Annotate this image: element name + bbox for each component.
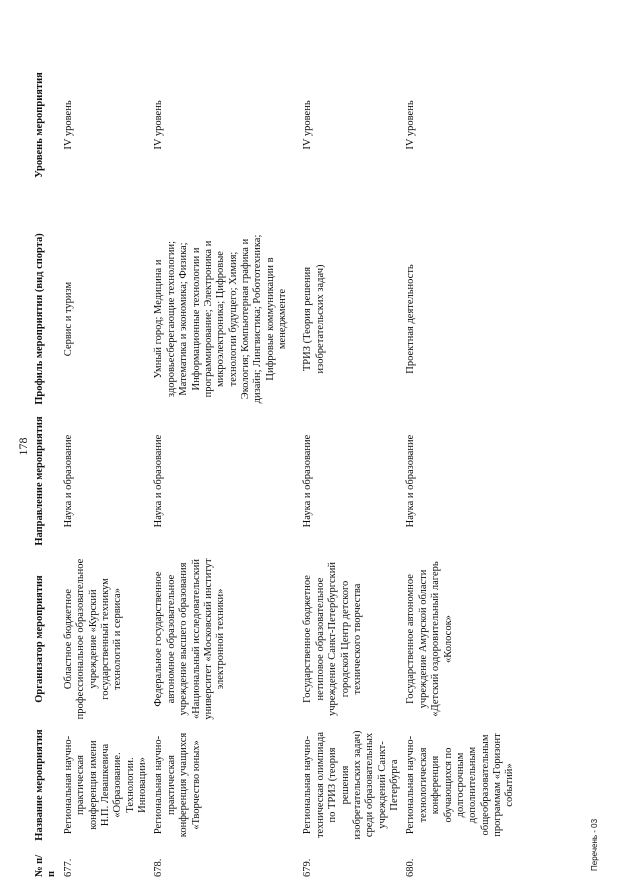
row-name: Региональная научно-практическая конференция учащихся «Творчество юных» [153, 732, 202, 838]
header-direction: Направление мероприятия [34, 416, 45, 546]
row-organizer: Государственное автономное учреждение Амурской области «Детский оздоровительный лагерь «Колосок» [405, 561, 454, 717]
row-level: IV уровень [405, 100, 417, 150]
page-footer: Перечень - 03 [590, 818, 599, 871]
row-organizer: Федеральное государственное автономное образовательное учреждение высшего образования «Национальный исследовательский университет «Московский институт электронной техники» [153, 558, 227, 720]
table-header-row [34, 21, 61, 881]
events-table [34, 21, 519, 881]
row-level: IV уровень [153, 100, 165, 150]
header-profile: Профиль мероприятия (вид спорта) [34, 233, 45, 405]
row-profile: Умный город; Медицина и здоровьесберегающие технологии; Математика и экономика; Физика; Информационные технологии и программирование; Электроника и микроэлектроника; Цифровые технологии будущего; Химия; Экология; Компьютерная графика и дизайн; Лингвистика; Робототехника; Цифровые коммуникации в менеджменте [153, 234, 289, 404]
row-profile: Сервис и туризм [62, 281, 74, 357]
row-num: 680. [405, 858, 417, 877]
row-num: 678. [153, 858, 165, 877]
row-direction: Наука и образование [62, 434, 74, 528]
row-direction: Наука и образование [153, 434, 165, 528]
header-level: Уровень мероприятия [34, 72, 45, 178]
row-level: IV уровень [302, 100, 314, 150]
row-name: Региональная научно-практическая конференция имени Н.П. Левашкевича «Образование. Технологии. Инновации» [62, 735, 148, 835]
header-name: Название мероприятия [34, 729, 45, 841]
row-name: Региональная научно-техническая олимпиада по ТРИЗ (теория решения изобретательских задач) среди образовательных учреждений Санкт-Петербурга [302, 730, 400, 840]
row-direction: Наука и образование [302, 434, 314, 528]
row-num: 677. [62, 858, 74, 877]
table-row [403, 21, 518, 881]
table-row [61, 21, 152, 881]
row-num: 679. [302, 858, 314, 877]
table-row [151, 21, 300, 881]
row-organizer: Государственное бюджетное нетиповое образовательное учреждение Санкт-Петербургский городской Центр детского технического творчества [302, 561, 363, 717]
header-organizer: Организатор мероприятия [34, 575, 45, 703]
table-row [300, 21, 403, 881]
row-profile: Проектная деятельность [405, 264, 417, 374]
page-number: 178 [16, 437, 30, 456]
row-organizer: Областное бюджетное профессиональное образовательное учреждение «Курский государственный техникум технологий и сервиса» [62, 558, 124, 720]
header-num: № п/п [34, 854, 58, 877]
row-profile: ТРИЗ (Теория решения изобретательских задач) [302, 264, 326, 374]
row-level: IV уровень [62, 100, 74, 150]
row-name: Региональная научно-технологическая конференция обучающихся по долгосрочным дополнительным общеобразовательным программам «Горизонт событий» [405, 733, 516, 837]
row-direction: Наука и образование [405, 434, 417, 528]
